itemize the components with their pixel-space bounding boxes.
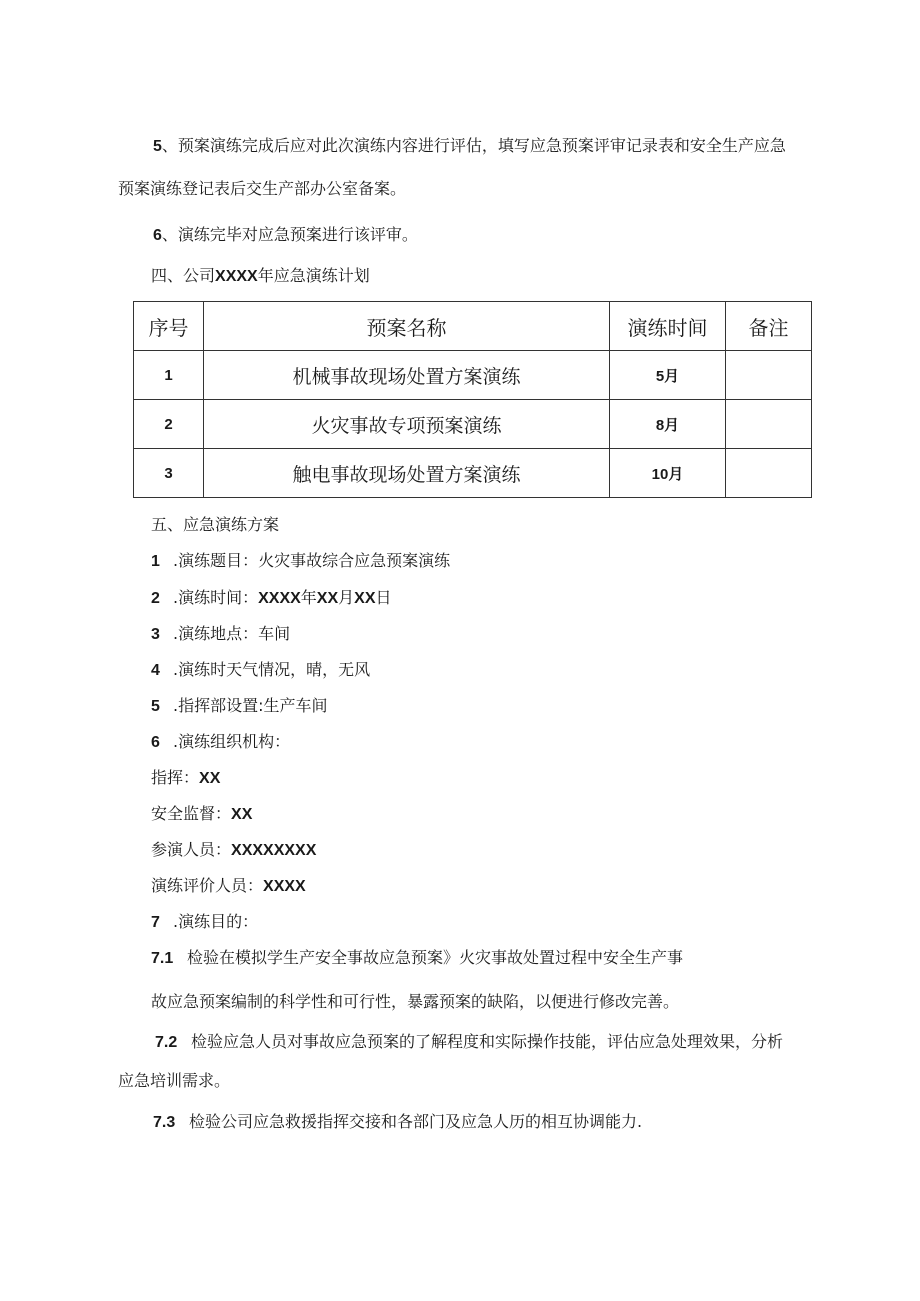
paragraph-5-line2: 预案演练登记表后交生产部办公室备案。 bbox=[118, 179, 407, 198]
header-no: 序号 bbox=[134, 302, 204, 351]
row-plan-name: 触电事故现场处置方案演练 bbox=[204, 449, 610, 498]
paragraph-7-1-line2: 故应急预案编制的科学性和可行性，暴露预案的缺陷，以便进行修改完善。 bbox=[151, 992, 680, 1011]
table-row bbox=[134, 449, 812, 498]
paragraph-7-2-line1: 7.2 检验应急人员对事故应急预案的了解程度和实际操作技能，评估应急处理效果，分析 bbox=[155, 1032, 784, 1051]
org-safety-supervisor: 安全监督：XX bbox=[151, 804, 253, 823]
org-commander: 指挥：XX bbox=[151, 768, 221, 787]
table-header-row bbox=[134, 302, 812, 351]
table-row bbox=[134, 351, 812, 400]
header-drill-time: 演练时间 bbox=[610, 302, 726, 351]
section-4-heading: 四、公司XXXX年应急演练计划 bbox=[151, 266, 370, 285]
paragraph-7-3: 7.3 检验公司应急救援指挥交接和各部门及应急人历的相互协调能力. bbox=[153, 1112, 643, 1131]
item-1: 1 .演练题目：火灾事故综合应急预案演练 bbox=[151, 551, 451, 570]
table-row bbox=[134, 400, 812, 449]
item-5: 5 .指挥部设置:生产车间 bbox=[151, 696, 328, 715]
row-plan-name: 机械事故现场处置方案演练 bbox=[204, 351, 610, 400]
header-remarks: 备注 bbox=[726, 302, 812, 351]
item-4: 4 .演练时天气情况，晴，无风 bbox=[151, 660, 371, 679]
header-plan-name: 预案名称 bbox=[204, 302, 610, 351]
row-month: 10月 bbox=[610, 449, 726, 498]
row-month: 5月 bbox=[610, 351, 726, 400]
row-no: 1 bbox=[134, 351, 204, 400]
section-5-heading: 五、应急演练方案 bbox=[151, 515, 280, 534]
item-6: 6 .演练组织机构： bbox=[151, 732, 291, 751]
item-2: 2 .演练时间：XXXX年XX月XX日 bbox=[151, 588, 392, 607]
row-month: 8月 bbox=[610, 400, 726, 449]
drill-plan-table bbox=[133, 301, 812, 498]
row-plan-name: 火灾事故专项预案演练 bbox=[204, 400, 610, 449]
row-no: 2 bbox=[134, 400, 204, 449]
row-no: 3 bbox=[134, 449, 204, 498]
paragraph-5-line1: 5、预案演练完成后应对此次演练内容进行评估，填写应急预案评审记录表和安全生产应急 bbox=[153, 136, 786, 155]
row-note bbox=[726, 351, 812, 400]
item-7: 7 .演练目的： bbox=[151, 912, 259, 931]
row-note bbox=[726, 400, 812, 449]
org-participants: 参演人员：XXXXXXXX bbox=[151, 840, 317, 859]
item-3: 3 .演练地点：车间 bbox=[151, 624, 291, 643]
paragraph-6: 6、演练完毕对应急预案进行该评审。 bbox=[153, 225, 418, 244]
paragraph-7-2-line2: 应急培训需求。 bbox=[118, 1071, 231, 1090]
org-evaluators: 演练评价人员：XXXX bbox=[151, 876, 306, 895]
row-note bbox=[726, 449, 812, 498]
paragraph-7-1-line1: 7.1 检验在模拟学生产安全事故应急预案》火灾事故处置过程中安全生产事 bbox=[151, 948, 684, 967]
